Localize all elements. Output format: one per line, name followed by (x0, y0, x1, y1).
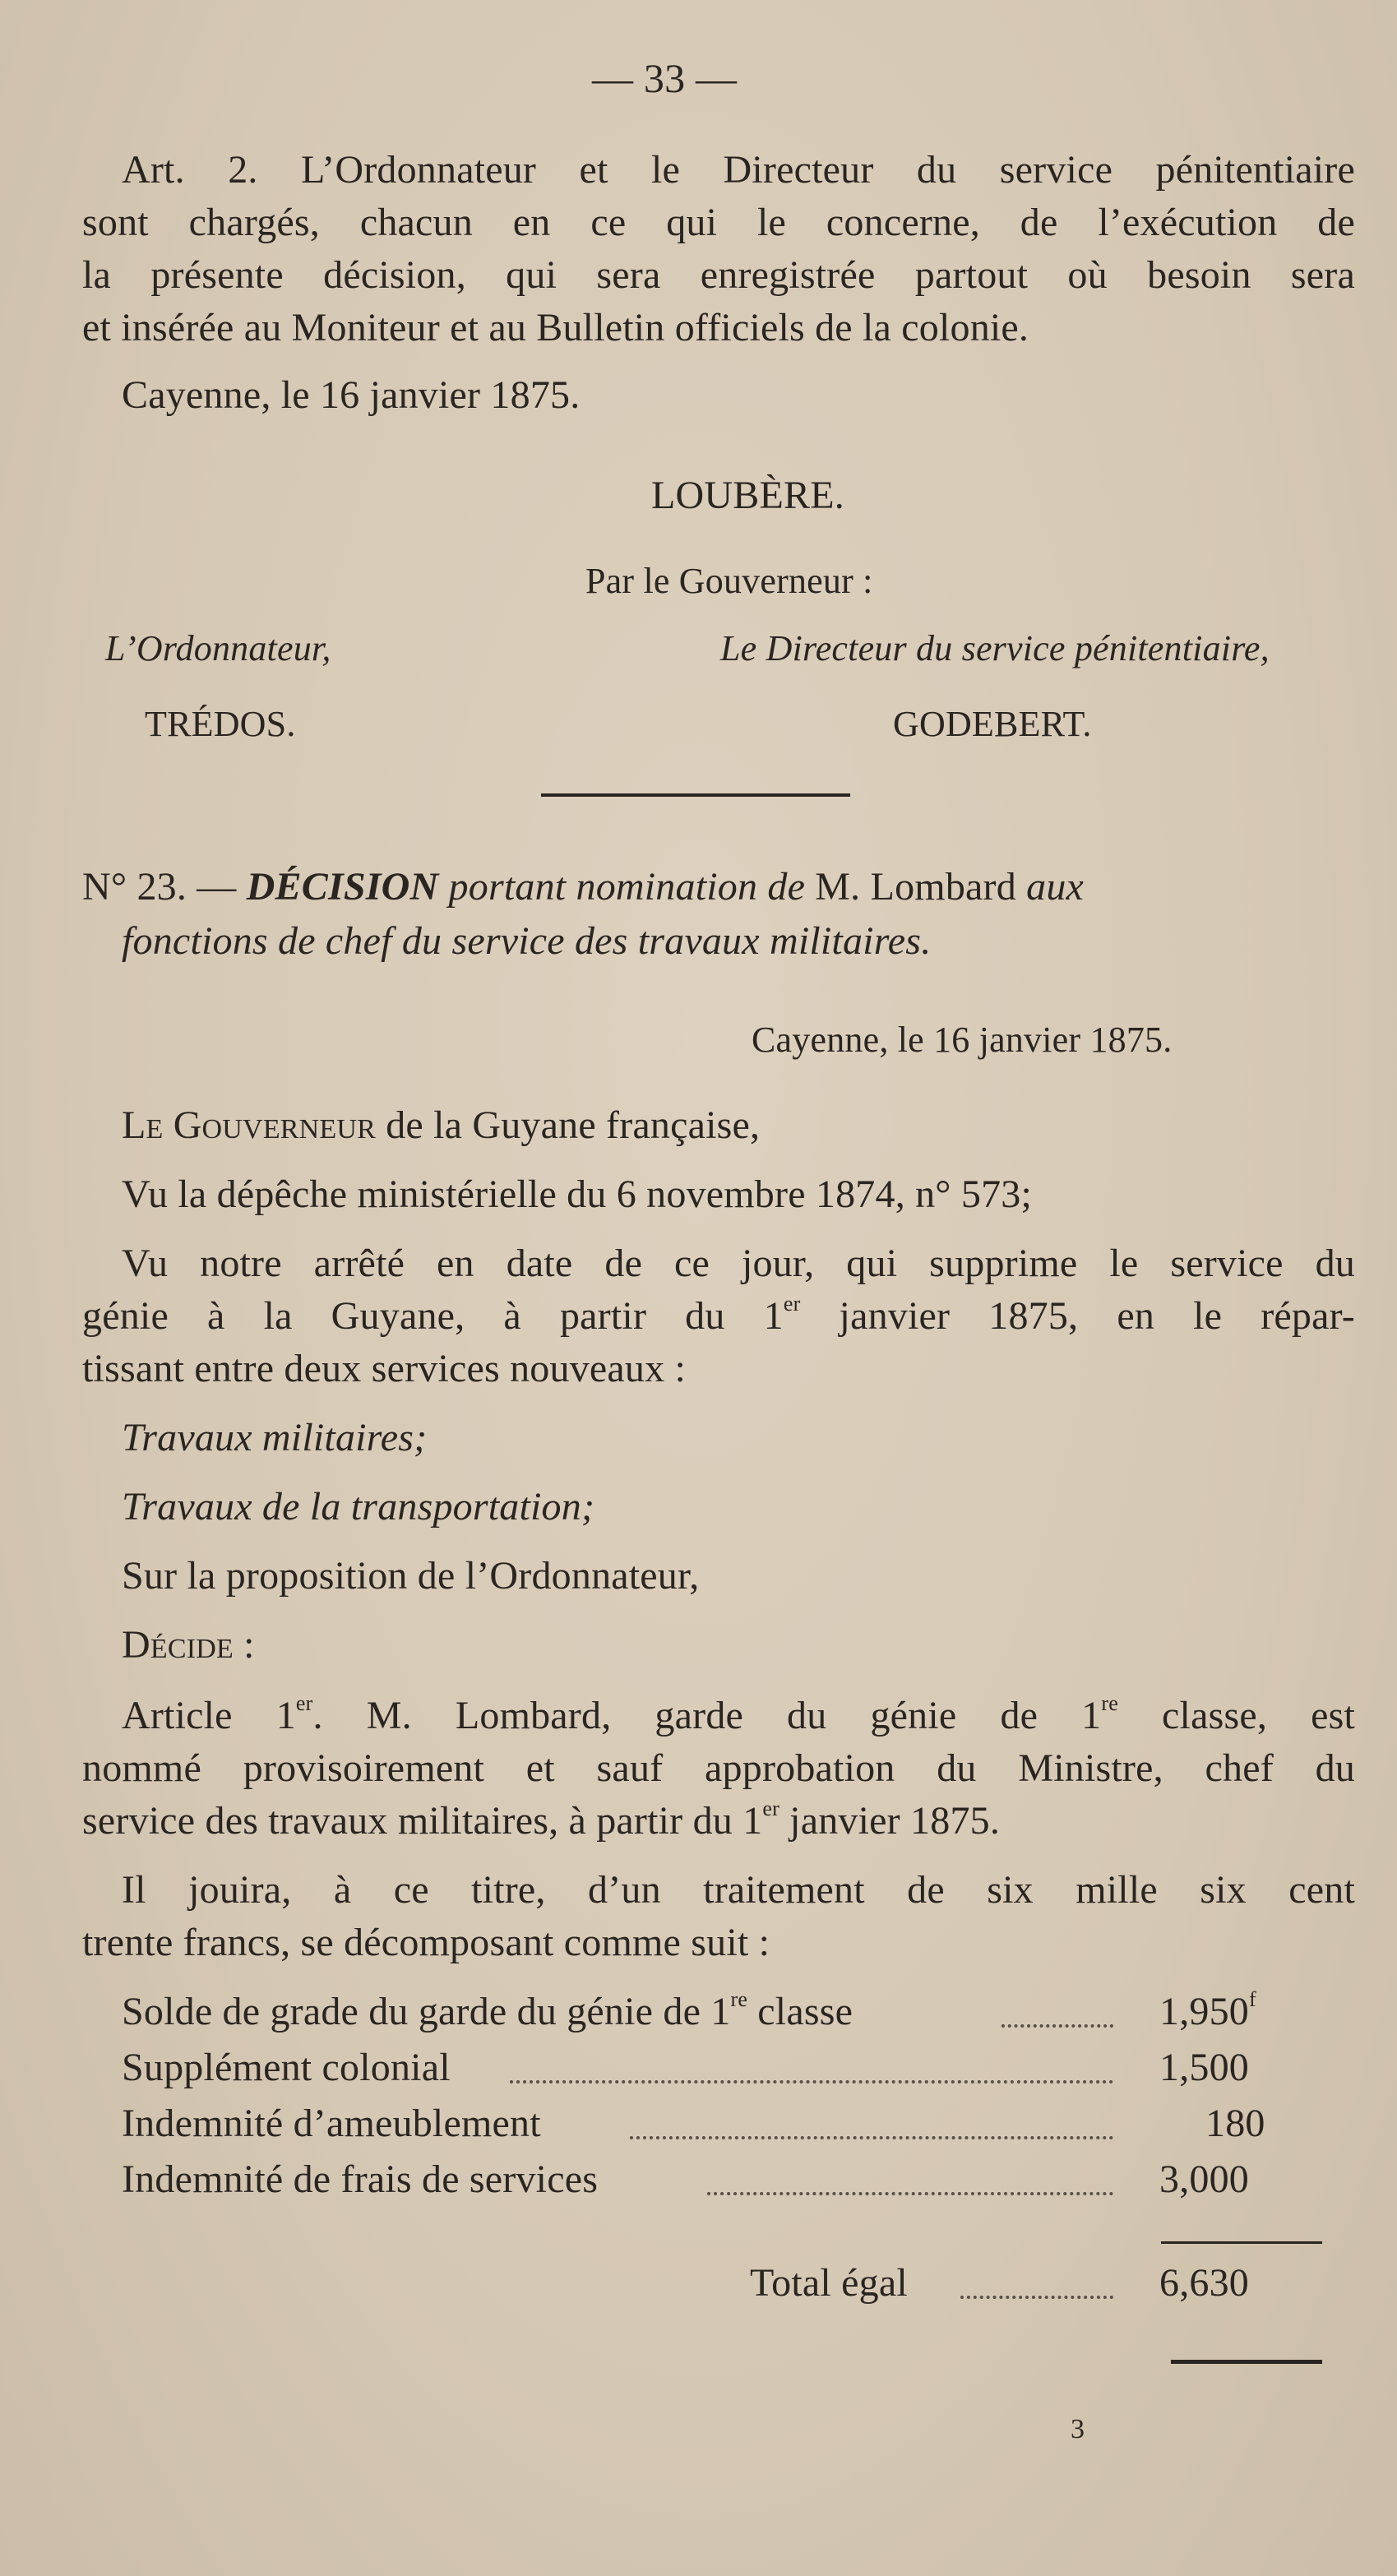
salary-row-amount: 1,500 (1159, 2046, 1249, 2089)
art2-line-2: sont chargés, chacun en ce qui le concerne, de l’exécution de (82, 201, 1355, 244)
article-1-line-1-b: . M. Lombard, garde du génie de 1 (312, 1694, 1102, 1737)
decision-heading-text: portant nomination de (438, 865, 816, 909)
art2-line-3: la présente décision, qui sera enregistrée partout où besoin sera (82, 253, 1355, 297)
jouira-line-2: trente francs, se décomposant comme suit : (82, 1921, 770, 1964)
directeur-title: Le Directeur du service pénitentiaire, (720, 628, 1270, 668)
total-underline (1171, 2360, 1322, 2364)
art2-line-1: Art. 2. L’Ordonnateur et le Directeur du service pénitentiaire (122, 148, 1355, 192)
decision-word: DÉCISION (246, 865, 439, 909)
salary-row-amount (1159, 1988, 1256, 2036)
vu-arrete-line-2-sup: er (783, 1292, 801, 1316)
article-1-line-1-a: Article 1 (122, 1694, 296, 1737)
article-1-line-3-sup: er (762, 1797, 779, 1820)
vu-depeche: Vu la dépêche ministérielle du 6 novembre 1874, n° 573; (122, 1172, 1033, 1216)
salary-row-label: Indemnité de frais de services (122, 2157, 599, 2201)
total-rule (1161, 2241, 1322, 2244)
leader-dots (1001, 2024, 1113, 2028)
leader-dots (707, 2192, 1113, 2195)
salary-row-amount: 180 (1205, 2102, 1265, 2145)
vu-arrete-line-3: tissant entre deux services nouveaux : (82, 1347, 687, 1390)
salary-row-label: Indemnité d’ameublement (122, 2102, 541, 2145)
sur-la-proposition: Sur la proposition de l’Ordonnateur, (122, 1554, 700, 1598)
decide: Décide : (122, 1623, 255, 1667)
total-label: Total égal (750, 2261, 908, 2305)
vu-arrete-line-1: Vu notre arrêté en date de ce jour, qui supprime le service du (122, 1242, 1355, 1285)
vu-arrete-line-2-b: janvier 1875, en le répar- (800, 1294, 1355, 1338)
salary-amount-value: 1,950 (1159, 1990, 1249, 2033)
jouira-line-1: Il jouira, à ce titre, d’un traitement de six mille six cent (122, 1868, 1355, 1912)
decision-heading-line-1 (82, 863, 1324, 911)
article-1-line-3 (82, 1797, 1000, 1845)
directeur-name: GODEBERT. (893, 704, 1092, 744)
gouverneur-smallcaps: Le Gouverneur (122, 1103, 377, 1147)
article-1-line-3-b: janvier 1875. (779, 1799, 1001, 1843)
leader-dots (960, 2296, 1113, 2299)
art2-line-4: et insérée au Moniteur et au Bulletin officiels de la colonie. (82, 306, 1029, 349)
salary-row-label (122, 1988, 853, 2036)
ordonnateur-title: L’Ordonnateur, (105, 628, 331, 668)
ordonnateur-name: TRÉDOS. (145, 704, 296, 744)
salary-amount-sup: f (1249, 1987, 1256, 2011)
art2-place-date: Cayenne, le 16 janvier 1875. (122, 373, 581, 417)
gouverneur-rest: de la Guyane française, (376, 1103, 761, 1147)
page-number: — 33 — (592, 55, 738, 101)
governor-signature: LOUBÈRE. (651, 474, 844, 517)
par-le-gouverneur: Par le Gouverneur : (585, 561, 873, 601)
signature-mark: 3 (1071, 2414, 1085, 2444)
vu-arrete-line-2-a: génie à la Guyane, à partir du 1 (82, 1294, 784, 1338)
article-1-line-1 (122, 1692, 1355, 1740)
article-1-line-1-c: classe, est (1118, 1694, 1355, 1737)
decision-number: N° 23. — (82, 865, 247, 909)
salary-row-label-a: Solde de grade du garde du génie de 1 (122, 1990, 731, 2033)
article-1-line-2: nommé provisoirement et sauf approbation du Ministre, chef du (82, 1746, 1355, 1790)
decision-heading-tail: aux (1015, 865, 1085, 909)
salary-row-amount: 3,000 (1159, 2157, 1249, 2201)
total-amount: 6,630 (1159, 2261, 1249, 2305)
article-1-sup-1: er (295, 1691, 313, 1715)
vu-arrete-line-2 (82, 1293, 1355, 1340)
gouverneur-line (122, 1102, 760, 1149)
service-travaux-militaires: Travaux militaires; (122, 1416, 428, 1459)
section-divider (541, 793, 850, 797)
service-transportation: Travaux de la transportation; (122, 1485, 595, 1528)
leader-dots (630, 2136, 1113, 2139)
article-1-line-3-a: service des travaux militaires, à partir du 1 (82, 1799, 763, 1843)
salary-row-label: Supplément colonial (122, 2046, 451, 2089)
article-1-sup-2: re (1101, 1691, 1118, 1715)
salary-row-label-sup: re (730, 1987, 748, 2011)
decision-date: Cayenne, le 16 janvier 1875. (752, 1020, 1173, 1060)
leader-dots (510, 2080, 1113, 2083)
decision-heading-line-2: fonctions de chef du service des travaux militaires. (122, 919, 932, 963)
salary-row-label-b: classe (747, 1990, 853, 2033)
decision-heading-name: M. Lombard (815, 865, 1016, 909)
